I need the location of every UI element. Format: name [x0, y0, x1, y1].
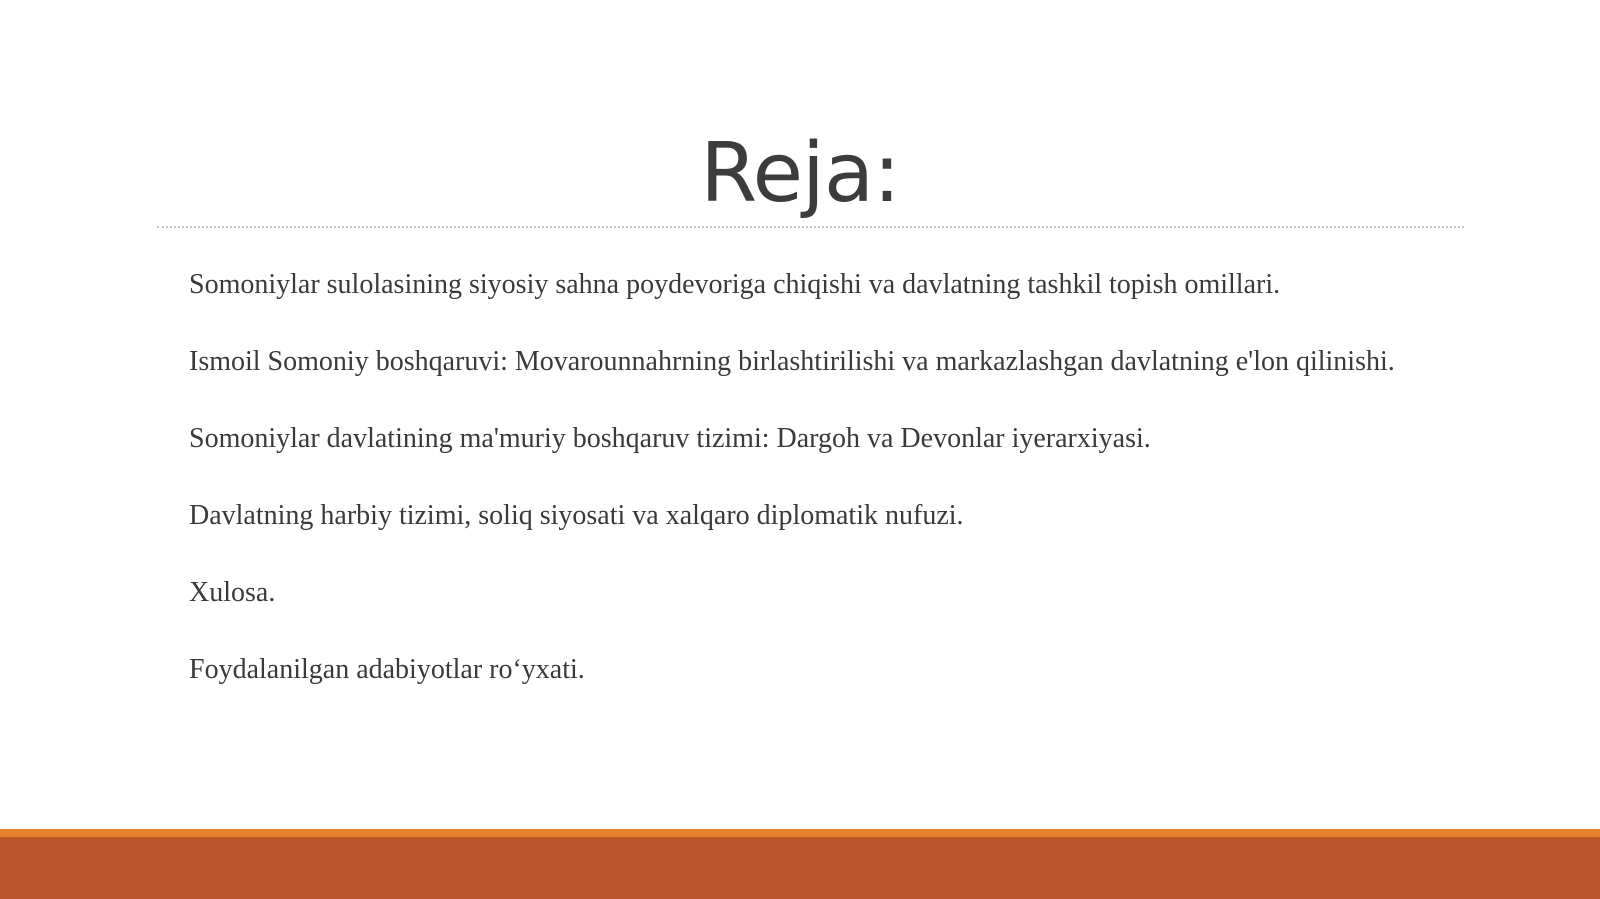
- title-divider: [157, 226, 1464, 228]
- plan-item-3: Somoniylar davlatining ma'muriy boshqaruv tizimi: Dargoh va Devonlar iyerarxiyasi.: [189, 423, 1151, 454]
- plan-item-4: Davlatning harbiy tizimi, soliq siyosati va xalqaro diplomatik nufuzi.: [189, 500, 964, 531]
- footer-bar: [0, 829, 1600, 899]
- footer-accent-stripe: [0, 829, 1600, 837]
- plan-item-2: Ismoil Somoniy boshqaruvi: Movarounnahrning birlashtirilishi va markazlashgan davlatning e'lon qilinishi.: [189, 346, 1395, 377]
- plan-item-5: Xulosa.: [189, 577, 276, 608]
- slide-title: Reja:: [700, 126, 900, 221]
- plan-item-1: Somoniylar sulolasining siyosiy sahna poydevoriga chiqishi va davlatning tashkil topish omillari.: [189, 269, 1281, 300]
- plan-item-6: Foydalanilgan adabiyotlar ro‘yxati.: [189, 654, 585, 685]
- plan-list: [189, 258, 1457, 720]
